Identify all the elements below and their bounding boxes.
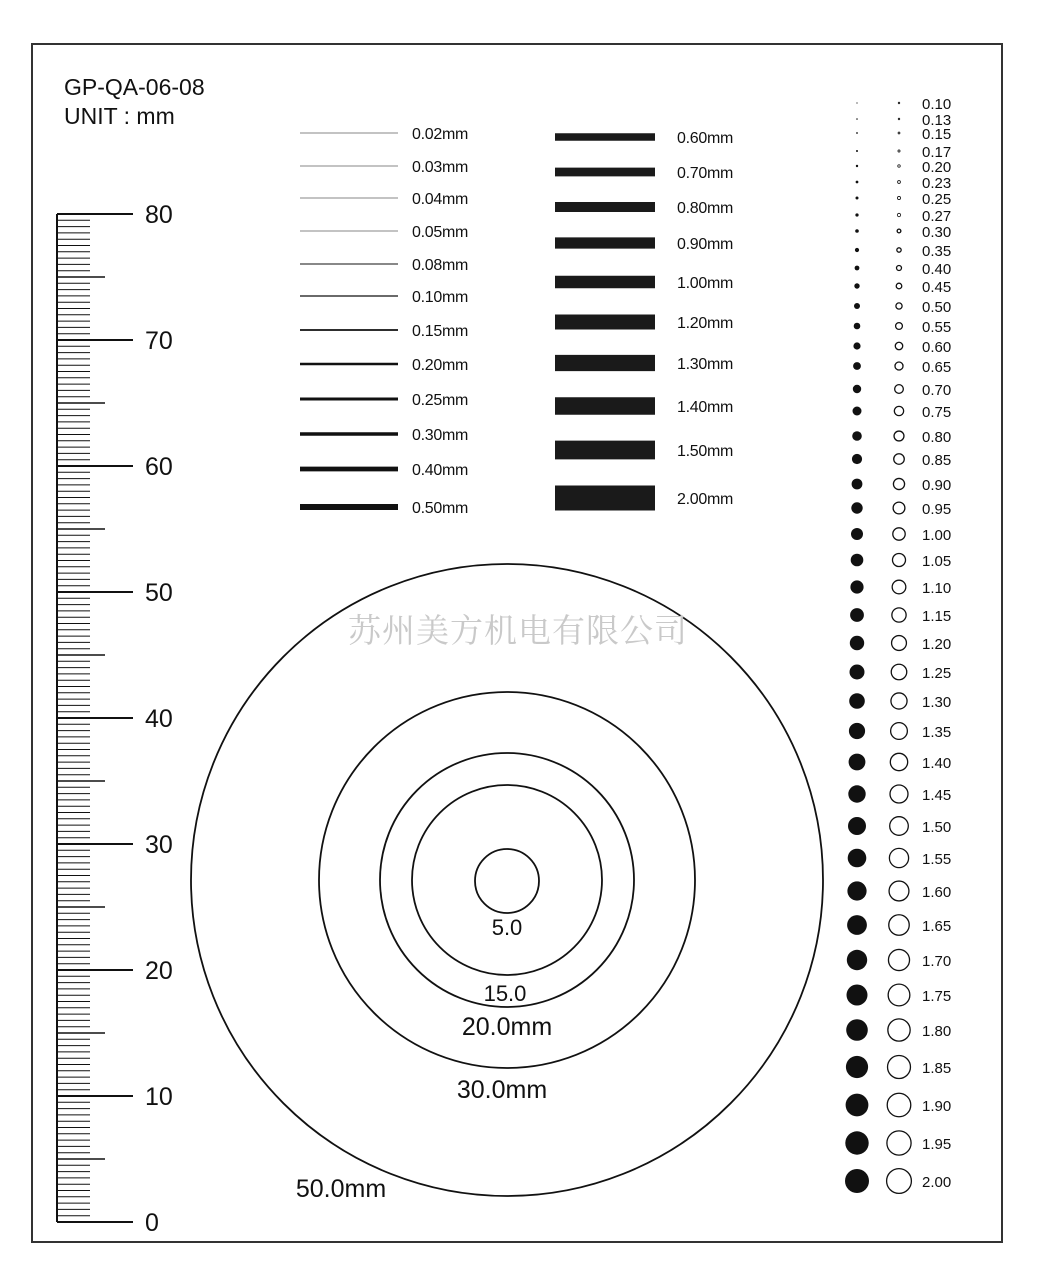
outline-dot (898, 102, 900, 104)
dot-size-label: 0.45 (922, 279, 952, 296)
dot-size-label: 1.40 (922, 755, 952, 772)
dot-size-label: 0.23 (922, 175, 952, 192)
dot-size-label: 1.85 (922, 1060, 952, 1077)
filled-dot (847, 950, 867, 970)
filled-dot (856, 102, 857, 103)
dot-size-label: 0.40 (922, 261, 952, 278)
filled-dot (846, 1094, 869, 1117)
outline-dot (898, 118, 900, 120)
filled-dot (854, 323, 861, 330)
outline-dot (891, 664, 907, 680)
dot-size-label: 1.55 (922, 851, 952, 868)
gauge-bar (555, 168, 655, 177)
outline-dot (888, 949, 909, 970)
filled-dot (848, 849, 867, 868)
filled-dot (849, 723, 865, 739)
bar-width-label: 1.00mm (677, 275, 733, 292)
outline-dot (892, 553, 905, 566)
dot-size-label: 0.95 (922, 501, 952, 518)
dot-size-gauge (845, 96, 951, 1193)
dot-size-label: 0.15 (922, 126, 952, 143)
ruler-label: 20 (145, 957, 173, 985)
line-width-label: 0.10mm (412, 289, 468, 306)
unit-label: UNIT : mm (64, 103, 175, 129)
gauge-bar (555, 486, 655, 511)
dot-size-label: 1.60 (922, 884, 952, 901)
outline-dot (894, 406, 903, 415)
dot-size-label: 1.65 (922, 918, 952, 935)
bar-width-label: 0.80mm (677, 200, 733, 217)
outline-dot (894, 454, 905, 465)
filled-dot (853, 385, 861, 393)
ruler-label: 70 (145, 327, 173, 355)
gauge-bar (555, 237, 655, 248)
dot-size-label: 1.95 (922, 1136, 952, 1153)
gauge-bar (555, 276, 655, 289)
outline-dot (896, 303, 902, 309)
outline-dot (893, 478, 904, 489)
line-width-label: 0.03mm (412, 159, 468, 176)
outline-dot (898, 181, 901, 184)
line-width-label: 0.25mm (412, 392, 468, 409)
line-width-label: 0.50mm (412, 500, 468, 517)
outline-dot (889, 881, 909, 901)
filled-dot (852, 454, 862, 464)
outline-dot (890, 817, 909, 836)
outline-dot (897, 248, 901, 252)
line-width-label: 0.30mm (412, 427, 468, 444)
ruler-label: 0 (145, 1209, 159, 1237)
gauge-circle (319, 692, 695, 1068)
filled-dot (847, 881, 866, 900)
outline-dot (889, 915, 909, 935)
outline-dot (887, 1093, 911, 1117)
circle-label: 20.0mm (461, 1013, 553, 1041)
line-width-label: 0.15mm (412, 323, 468, 340)
line-width-label: 0.05mm (412, 224, 468, 241)
filled-dot (851, 528, 863, 540)
outline-dot (889, 848, 908, 867)
outline-dot (890, 753, 907, 770)
gauge-bar (555, 441, 655, 460)
ruler-label: 40 (145, 705, 173, 733)
filled-dot (853, 342, 860, 349)
filled-dot (851, 554, 864, 567)
dot-size-label: 1.80 (922, 1023, 952, 1040)
bar-width-label: 1.50mm (677, 443, 733, 460)
filled-dot (853, 362, 861, 370)
circle-gauge (191, 564, 823, 1203)
circle-label: 15.0 (483, 981, 527, 1006)
filled-dot (850, 636, 864, 650)
bar-width-label: 0.70mm (677, 165, 733, 182)
outline-dot (893, 528, 905, 540)
filled-dot (847, 985, 868, 1006)
outline-dot (898, 132, 900, 134)
filled-dot (855, 229, 859, 233)
filled-dot (854, 303, 860, 309)
outline-dot (892, 608, 906, 622)
outline-dot (888, 984, 910, 1006)
outline-dot (887, 1169, 912, 1194)
outline-dot (897, 213, 900, 216)
dot-size-label: 0.90 (922, 477, 952, 494)
bar-width-label: 1.20mm (677, 315, 733, 332)
dot-size-label: 0.10 (922, 96, 952, 113)
filled-dot (855, 266, 860, 271)
dot-size-label: 0.35 (922, 243, 952, 260)
filled-dot (850, 608, 864, 622)
filled-dot (854, 283, 859, 288)
outline-dot (897, 196, 900, 199)
filled-dot (852, 479, 863, 490)
dot-size-label: 0.50 (922, 299, 952, 316)
dot-size-label: 1.10 (922, 580, 952, 597)
filled-dot (856, 132, 858, 134)
gauge-bar (555, 133, 655, 141)
ruler-label: 80 (145, 201, 173, 229)
outline-dot (896, 323, 903, 330)
dot-size-label: 1.70 (922, 953, 952, 970)
filled-dot (856, 181, 859, 184)
dot-size-label: 1.05 (922, 553, 952, 570)
ruler-label: 60 (145, 453, 173, 481)
bar-width-label: 1.30mm (677, 356, 733, 373)
bar-width-label: 2.00mm (677, 491, 733, 508)
filled-dot (849, 754, 866, 771)
filled-dot (845, 1131, 868, 1154)
watermark: 苏州美方机电有限公司 (348, 611, 688, 650)
dot-size-label: 1.00 (922, 527, 952, 544)
outline-dot (895, 385, 904, 394)
filled-dot (852, 431, 862, 441)
card-code: GP-QA-06-08 (64, 74, 205, 100)
dot-size-label: 2.00 (922, 1174, 952, 1191)
ruler-label: 10 (145, 1083, 173, 1111)
outline-dot (897, 229, 901, 233)
gauge-bar (555, 202, 655, 212)
line-width-gauge (300, 126, 468, 517)
filled-dot (845, 1169, 869, 1193)
outline-dot (891, 723, 908, 740)
outline-dot (890, 785, 908, 803)
outline-dot (895, 362, 903, 370)
gauge-circle (380, 753, 634, 1007)
dot-size-label: 0.60 (922, 339, 952, 356)
bar-width-label: 1.40mm (677, 399, 733, 416)
line-width-label: 0.40mm (412, 462, 468, 479)
gauge-circle (412, 785, 602, 975)
dot-size-label: 0.70 (922, 382, 952, 399)
gauge-bar (555, 355, 655, 371)
gauge-bar (555, 315, 655, 330)
bar-width-label: 0.90mm (677, 236, 733, 253)
dot-size-label: 0.25 (922, 191, 952, 208)
filled-dot (850, 580, 863, 593)
filled-dot (851, 502, 862, 513)
dot-size-label: 1.75 (922, 988, 952, 1005)
dot-size-label: 0.27 (922, 208, 952, 225)
filled-dot (848, 817, 866, 835)
dot-size-label: 1.35 (922, 724, 952, 741)
dot-size-label: 0.55 (922, 319, 952, 336)
dot-size-label: 0.13 (922, 112, 952, 129)
dot-size-label: 1.90 (922, 1098, 952, 1115)
filled-dot (856, 118, 858, 120)
ruler-label: 30 (145, 831, 173, 859)
dot-size-label: 0.20 (922, 159, 952, 176)
filled-dot (848, 785, 865, 802)
circle-label: 5.0 (491, 915, 523, 940)
filled-dot (855, 213, 858, 216)
outline-dot (897, 266, 902, 271)
dot-size-label: 0.85 (922, 452, 952, 469)
filled-dot (853, 407, 862, 416)
outline-dot (894, 431, 904, 441)
ruler-label: 50 (145, 579, 173, 607)
gauge-bar (555, 397, 655, 415)
dot-size-label: 0.30 (922, 224, 952, 241)
outline-dot (898, 165, 900, 167)
dot-size-label: 0.75 (922, 404, 952, 421)
filled-dot (847, 915, 867, 935)
filled-dot (855, 248, 859, 252)
dot-size-label: 1.45 (922, 787, 952, 804)
outline-dot (888, 1056, 911, 1079)
line-width-label: 0.04mm (412, 191, 468, 208)
dot-size-label: 0.80 (922, 429, 952, 446)
filled-dot (849, 693, 865, 709)
circle-label: 30.0mm (456, 1076, 548, 1104)
outline-dot (888, 1019, 910, 1041)
filled-dot (846, 1056, 868, 1078)
filled-dot (846, 1019, 868, 1041)
line-width-label: 0.02mm (412, 126, 468, 143)
filled-dot (856, 165, 858, 167)
line-width-label: 0.08mm (412, 257, 468, 274)
outline-dot (895, 342, 902, 349)
dot-size-label: 1.20 (922, 636, 952, 653)
bar-width-label: 0.60mm (677, 130, 733, 147)
dot-size-label: 1.50 (922, 819, 952, 836)
outline-dot (891, 693, 907, 709)
dot-size-label: 1.30 (922, 694, 952, 711)
filled-dot (850, 665, 865, 680)
filled-dot (856, 150, 858, 152)
dot-size-label: 1.25 (922, 665, 952, 682)
outline-dot (898, 150, 900, 152)
dot-size-label: 1.15 (922, 608, 952, 625)
dot-size-label: 0.65 (922, 359, 952, 376)
outline-dot (893, 502, 905, 514)
circle-label: 50.0mm (295, 1175, 387, 1203)
outline-dot (896, 283, 902, 289)
bar-width-gauge (555, 130, 733, 511)
ruler-scale (57, 201, 173, 1237)
line-width-label: 0.20mm (412, 357, 468, 374)
outline-dot (887, 1131, 911, 1155)
dot-size-label: 0.17 (922, 144, 952, 161)
filled-dot (856, 197, 859, 200)
outline-dot (892, 580, 906, 594)
outline-dot (892, 636, 907, 651)
gauge-circle (475, 849, 539, 913)
